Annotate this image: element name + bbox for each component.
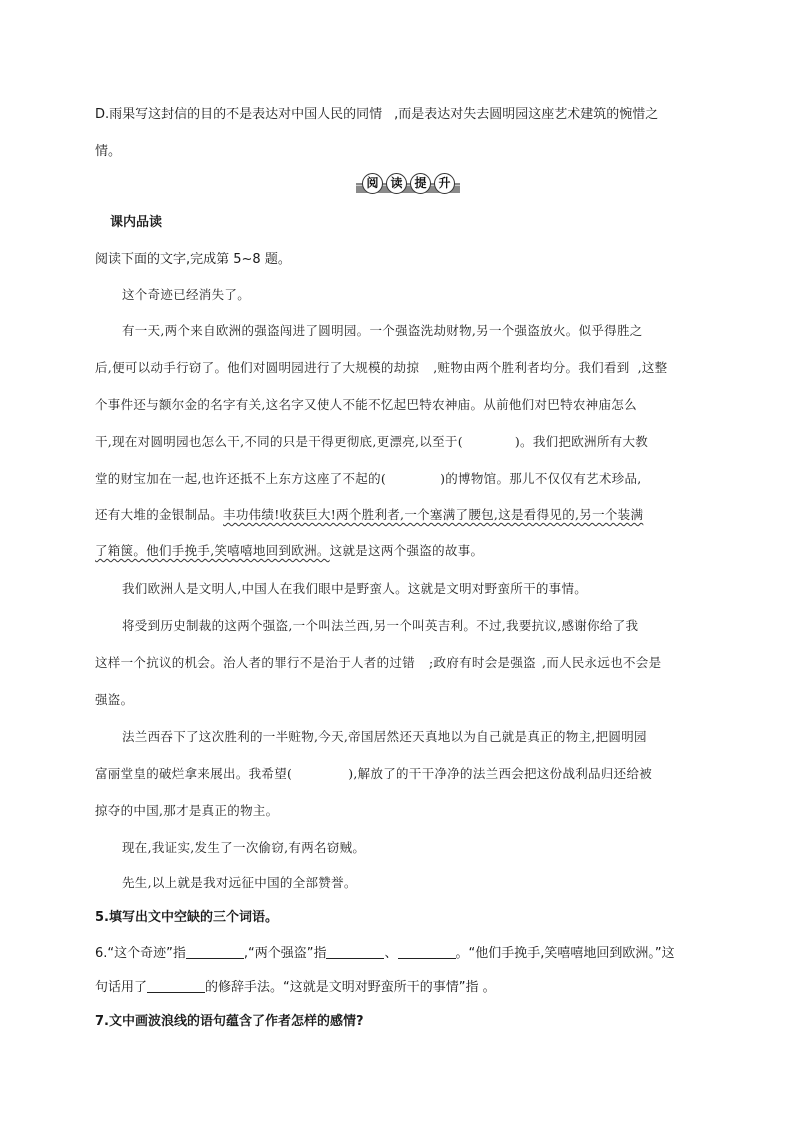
passage-line: 掠夺的中国,那才是真正的物主。 xyxy=(95,803,279,818)
wavy-underlined-sentence: 丰功伟绩!收获巨大!两个胜利者,一个塞满了腰包,这是看得见的,另一个装满 xyxy=(223,507,644,522)
banner-char-2: 读 xyxy=(386,173,407,194)
passage-line xyxy=(95,654,661,672)
passage-line: 法兰西吞下了这次胜利的一半赃物,今天,帝国居然还天真地以为自己就是真正的物主,把圆明园 xyxy=(122,729,647,744)
banner-char-3: 提 xyxy=(410,173,431,194)
passage-text: ,这整 xyxy=(637,360,668,375)
question-6-line-2 xyxy=(95,978,496,997)
answer-blank-4[interactable] xyxy=(147,978,205,993)
question-6-text: 。“他们手挽手,笑嘻嘻地回到欧洲。”这 xyxy=(455,946,675,961)
passage-line xyxy=(95,433,648,451)
answer-blank-2[interactable] xyxy=(326,944,384,959)
question-7-text: 7.文中画波浪线的语句蕴含了作者怎样的感情? xyxy=(95,1014,364,1029)
passage-text: ;政府有时会是强盗 xyxy=(429,655,536,670)
question-5-text: 5.填写出文中空缺的三个词语。 xyxy=(95,910,278,925)
passage-line: 个事件还与额尔金的名字有关,这名字又使人不能不忆起巴特农神庙。从前他们对巴特农神庙怎么 xyxy=(95,397,637,412)
question-6-text: 、 xyxy=(384,946,398,961)
passage-text: 这就是这两个强盗的故事。 xyxy=(329,543,484,558)
section-title: 课内品读 xyxy=(110,215,163,230)
passage-text: ,而人民永远也不会是 xyxy=(541,655,662,670)
passage-text: 这样一个抗议的机会。治人者的罪行不是治于人者的过错 xyxy=(95,655,416,670)
passage-text: 干,现在对圆明园也怎么干,不同的只是干得更彻底,更漂亮,以至于( xyxy=(95,434,463,449)
passage-line: 将受到历史制裁的这两个强盗,一个叫法兰西,另一个叫英吉利。不过,我要抗议,感谢你给了我 xyxy=(122,618,639,633)
passage-text: )。我们把欧洲所有大教 xyxy=(514,434,649,449)
option-d-line-1 xyxy=(95,106,658,124)
reading-improvement-banner xyxy=(356,173,460,197)
question-6-text: 的修辞手法。“这就是文明对野蛮所干的事情”指 。 xyxy=(205,980,496,995)
wavy-underlined-sentence-cont: 了箱箧。他们手挽手,笑嘻嘻地回到欧洲。 xyxy=(95,543,330,558)
passage-line: 有一天,两个来自欧洲的强盗闯进了圆明园。一个强盗洗劫财物,另一个强盗放火。似乎得胜之 xyxy=(122,323,643,338)
question-6-line-1 xyxy=(95,944,675,963)
passage-text: 还有大堆的金银制品。 xyxy=(95,507,224,522)
passage-para-7: 先生,以上就是我对远征中国的全部赞誉。 xyxy=(122,875,357,890)
answer-blank-1[interactable] xyxy=(186,944,244,959)
passage-text: ),解放了的干干净净的法兰西会把这份战利品归还给被 xyxy=(348,766,653,781)
question-5 xyxy=(95,909,278,927)
banner-char-1: 阅 xyxy=(362,173,383,194)
passage-line xyxy=(95,506,643,524)
passage-line xyxy=(95,765,652,783)
passage-text: 堂的财宝加在一起,也许还抵不上东方这座了不起的( xyxy=(95,471,387,486)
passage-para-3: 我们欧洲人是文明人,中国人在我们眼中是野蛮人。这就是文明对野蛮所干的事情。 xyxy=(122,581,588,596)
passage-line xyxy=(95,542,483,560)
passage-line xyxy=(95,470,642,488)
question-7 xyxy=(95,1013,364,1031)
instruction: 阅读下面的文字,完成第 5~8 题。 xyxy=(95,252,291,267)
question-6-text: 句话用了 xyxy=(95,980,148,995)
passage-text: ,赃物由两个胜利者均分。我们看到 xyxy=(433,360,630,375)
passage-text: 富丽堂皇的破烂拿来展出。我希望( xyxy=(95,766,293,781)
passage-para-6: 现在,我证实,发生了一次偷窃,有两名窃贼。 xyxy=(122,840,366,855)
passage-line: 强盗。 xyxy=(95,692,134,707)
option-d-line-2: 情。 xyxy=(95,144,122,159)
question-6-text: 6.“这个奇迹”指 xyxy=(95,946,186,961)
option-d-text-a: D.雨果写这封信的目的不是表达对中国人民的同情 xyxy=(95,107,383,122)
passage-line xyxy=(95,359,667,377)
question-6-text: ,“两个强盗”指 xyxy=(243,946,327,961)
option-d-text-b: ,而是表达对失去圆明园这座艺术建筑的惋惜之 xyxy=(394,107,659,122)
answer-blank-3[interactable] xyxy=(398,944,456,959)
passage-text: 后,便可以动手行窃了。他们对圆明园进行了大规模的劫掠 xyxy=(95,360,420,375)
passage-para-1: 这个奇迹已经消失了。 xyxy=(122,287,251,302)
banner-char-4: 升 xyxy=(434,173,455,194)
passage-text: )的博物馆。那儿不仅仅有艺术珍品, xyxy=(440,471,642,486)
